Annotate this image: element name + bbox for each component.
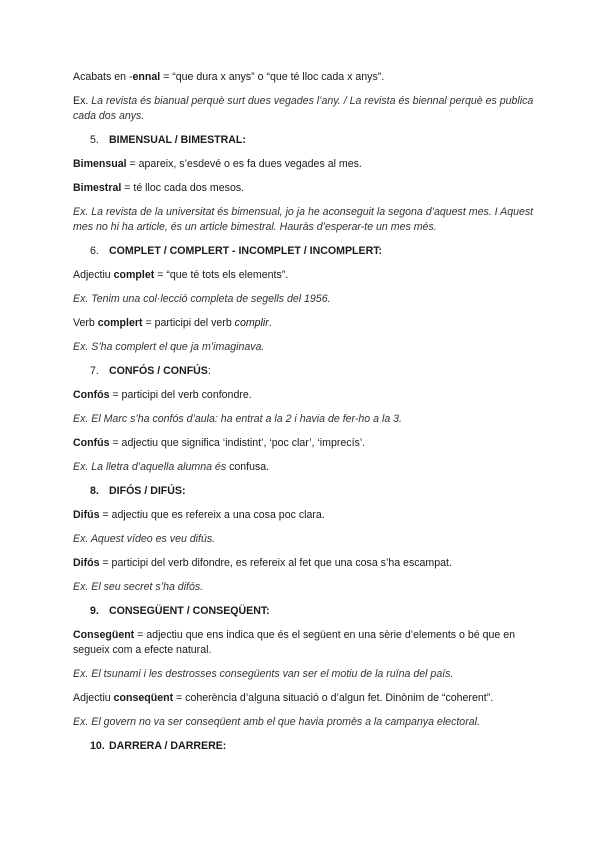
text: = adjectiu que es refereix a una cosa poc clara. [99,509,325,521]
section-title-suffix: : [207,365,211,377]
text: = participi del verb difondre, es refereix al fet que una cosa s’ha escampat. [99,557,452,569]
text: = té lloc cada dos mesos. [121,182,245,194]
definition-difos [73,556,538,571]
paragraph-ennal [73,70,538,85]
section-heading-9 [73,604,538,619]
text: Adjectiu [73,269,114,281]
example-prefix: Ex. [73,95,92,107]
section-number: 8. [90,485,99,497]
text: Acabats en - [73,71,133,83]
text: confusa. [229,461,270,473]
bold-term: complert [97,317,143,329]
section-heading-8 [73,484,538,499]
example-complet: Ex. Tenim una col·lecció completa de segells del 1956. [73,293,331,305]
example-consegüent: Ex. El tsunami i les destrosses consegüents van ser el motiu de la ruïna del país. [73,668,454,680]
definition-bimestral [73,181,538,196]
bold-term: Bimestral [73,182,122,194]
bold-term: Confús [73,437,110,449]
definition-consegüent [73,628,538,658]
example-bianual [73,94,538,124]
text: = apareix, s’esdevé o es fa dues vegades al mes. [126,158,362,170]
section-title: CONSEGÜENT / CONSEQÜENT: [109,605,270,617]
section-number: 5. [90,134,99,146]
section-number: 7. [90,365,99,377]
text: = coherència d’alguna situació o d’algun fet. Dinònim de “coherent”. [173,692,494,704]
bold-term: Difós [73,557,100,569]
bold-term: Consegüent [73,629,135,641]
section-title: DIFÓS / DIFÚS: [109,485,186,497]
definition-conseqüent [73,691,538,706]
italic-term: complir [234,317,269,329]
bold-term: Difús [73,509,100,521]
definition-complert [73,316,538,331]
bold-term: Bimensual [73,158,127,170]
example-difos: Ex. El seu secret s’ha difós. [73,581,204,593]
section-number: 6. [90,245,99,257]
bold-term: complet [113,269,155,281]
text: = adjectiu que ens indica que és el següent en una sèrie d’elements o bé que en segueix com a efecte natural. [73,629,515,656]
definition-complet [73,268,538,283]
example-difus: Ex. Aquest vídeo es veu difús. [73,533,216,545]
section-heading-7 [73,364,538,379]
text: Verb [73,317,98,329]
definition-bimensual [73,157,538,172]
example-confos: Ex. El Marc s’ha confós d’aula: ha entrat a la 2 i havia de fer-ho a la 3. [73,413,402,425]
text: = “que té tots els elements”. [154,269,289,281]
example-conseqüent: Ex. El govern no va ser conseqüent amb el que havia promès a la campanya electoral. [73,716,480,728]
section-heading-5 [73,133,538,148]
bold-term: Confós [73,389,110,401]
example-confus [73,460,538,475]
section-number: 9. [90,605,99,617]
text: Adjectiu [73,692,114,704]
text: . [268,317,272,329]
section-title: BIMENSUAL / BIMESTRAL: [109,134,246,146]
section-heading-10 [73,739,538,754]
definition-confus [73,436,538,451]
section-number: 10. [90,740,105,752]
section-title: CONFÓS / CONFÚS [109,365,208,377]
text: = “que dura x anys” o “que té lloc cada x anys”. [160,71,385,83]
section-heading-6 [73,244,538,259]
definition-confos [73,388,538,403]
definition-difus [73,508,538,523]
section-title: COMPLET / COMPLERT - INCOMPLET / INCOMPLERT: [109,245,383,257]
text: = participi del verb confondre. [109,389,252,401]
section-title: DARRERA / DARRERE: [109,740,227,752]
bold-term: ennal [132,71,161,83]
example-complert: Ex. S’ha complert el que ja m’imaginava. [73,341,265,353]
text: = participi del verb [142,317,235,329]
example-bimensual: Ex. La revista de la universitat és bimensual, jo ja he aconseguit la segona d’aquest mes. I Aquest mes no hi ha article, és un article bimestral. Hauràs d’esperar-te un mes més. [73,206,534,233]
bold-term: conseqüent [113,692,174,704]
example-text: La revista és bianual perquè surt dues vegades l’any. / La revista és biennal perquè es publica cada dos anys. [73,95,534,122]
document-page [73,70,538,763]
example-text: Ex. La lletra d’aquella alumna és [73,461,230,473]
text: = adjectiu que significa ‘indistint’, ‘poc clar’, ‘imprecís’. [109,437,366,449]
